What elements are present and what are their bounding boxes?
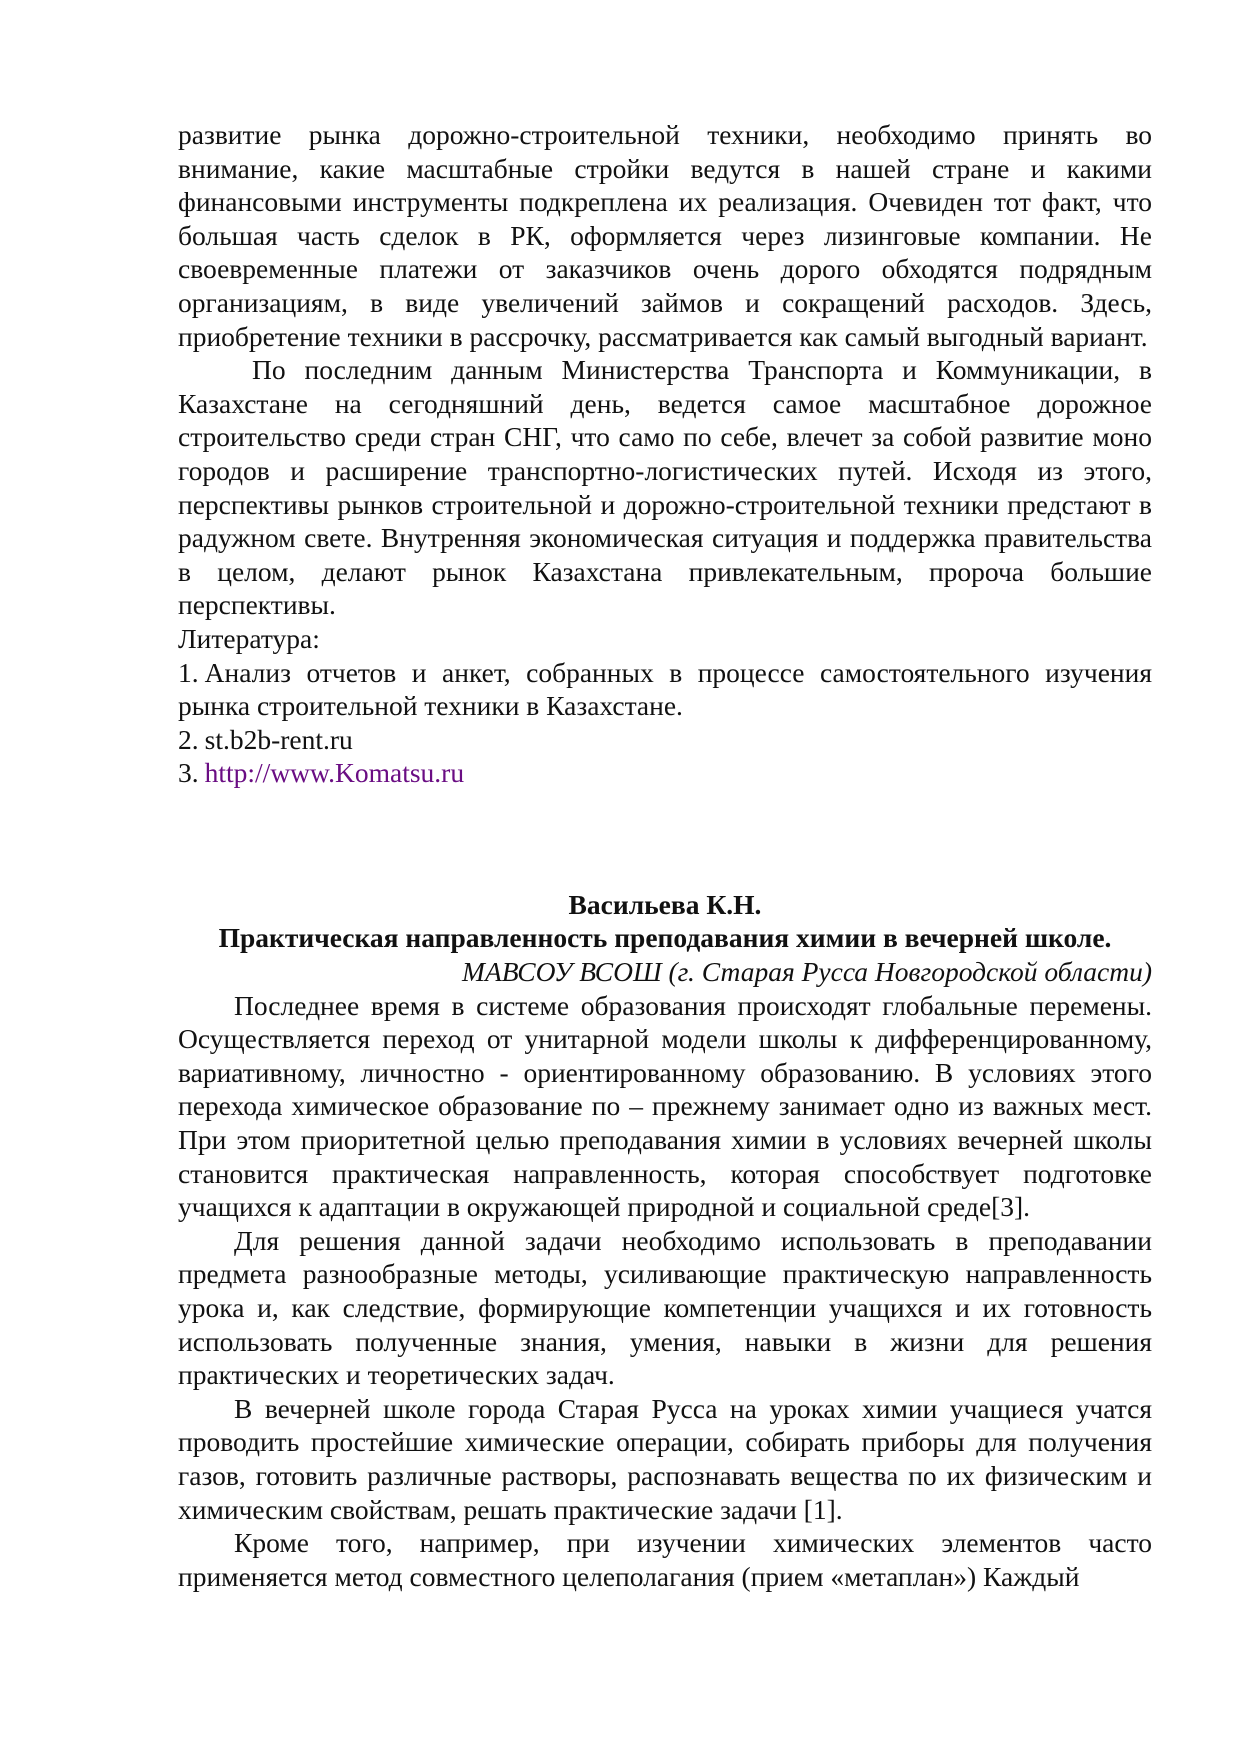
literature-heading: Литература: [178, 622, 320, 654]
literature-item-1-num: 1. [178, 656, 199, 688]
article1-paragraph-1: развитие рынка дорожно-строительной техники, необходимо принять во внимание, какие масштабные стройки ведутся в нашей стране и какими финансовыми инструменты подкреплена их реализация. Очевиден тот факт, что большая часть сделок в РК, оформляется через лизинговые компании. Не своевременные платежи от заказчиков очень дорого обходятся подрядным организациям, в виде увеличений займов и сокращений расходов. Здесь, приобретение техники в рассрочку, рассматривается как самый выгодный вариант. [178, 119, 1152, 352]
literature-item-2-num: 2. [178, 723, 199, 755]
document-page [178, 118, 1152, 1593]
article2-paragraph-3: В вечерней школе города Старая Русса на уроках химии учащиеся учатся проводить простейшие химические операции, собирать приборы для получения газов, готовить различные растворы, распознавать вещества по их физическим и химическим свойствам, решать практические задачи [1]. [178, 1392, 1152, 1525]
literature-item-3 [178, 756, 1152, 790]
article2-paragraph-4: Кроме того, например, при изучении химических элементов часто применяется метод совместного целеполагания (прием «метаплан») Каждый [178, 1527, 1152, 1592]
article2-author: Васильева К.Н. [568, 888, 762, 920]
literature-item-2-text: st.b2b-rent.ru [204, 723, 353, 755]
literature-item-3-num: 3. [178, 757, 199, 789]
literature-item-2 [178, 723, 1152, 757]
article2-affiliation: МАВСОУ ВСОШ (г. Старая Русса Новгородской области) [462, 956, 1152, 988]
section-spacer [178, 790, 1152, 888]
article2-paragraph-2: Для решения данной задачи необходимо использовать в преподавании предмета разнообразные методы, усиливающие практическую направленность урока и, как следствие, формирующие компетенции учащихся и их готовность использовать полученные знания, умения, навыки в жизни для решения практических и теоретических задач. [178, 1224, 1152, 1391]
literature-item-1 [178, 656, 1152, 723]
literature-item-1-text: Анализ отчетов и анкет, собранных в процессе самостоятельного изучения рынка строительной техники в Казахстане. [178, 656, 1152, 722]
article2-paragraph-1: Последнее время в системе образования происходят глобальные перемены. Осуществляется переход от унитарной модели школы к дифференцированному, вариативному, личностно - ориентированному образованию. В условиях этого перехода химическое образование по – прежнему занимает одно из важных мест. При этом приоритетной целью преподавания химии в условиях вечерней школы становится практическая направленность, которая способствует подготовке учащихся к адаптации в окружающей природной и социальной среде[3]. [178, 989, 1152, 1223]
literature-link-komatsu[interactable]: http://www.Komatsu.ru [204, 757, 465, 789]
article2-title: Практическая направленность преподавания химии в вечерней школе. [218, 922, 1112, 954]
article1-paragraph-2: По последним данным Министерства Транспорта и Коммуникации, в Казахстане на сегодняшний день, ведется самое масштабное дорожное строительство среди стран СНГ, что само по себе, влечет за собой развитие моно городов и расширение транспортно-логистических путей. Исходя из этого, перспективы рынков строительной и дорожно-строительной техники предстают в радужном свете. Внутренняя экономическая ситуация и поддержка правительства в целом, делают рынок Казахстана привлекательным, пророча большие перспективы. [178, 354, 1152, 621]
